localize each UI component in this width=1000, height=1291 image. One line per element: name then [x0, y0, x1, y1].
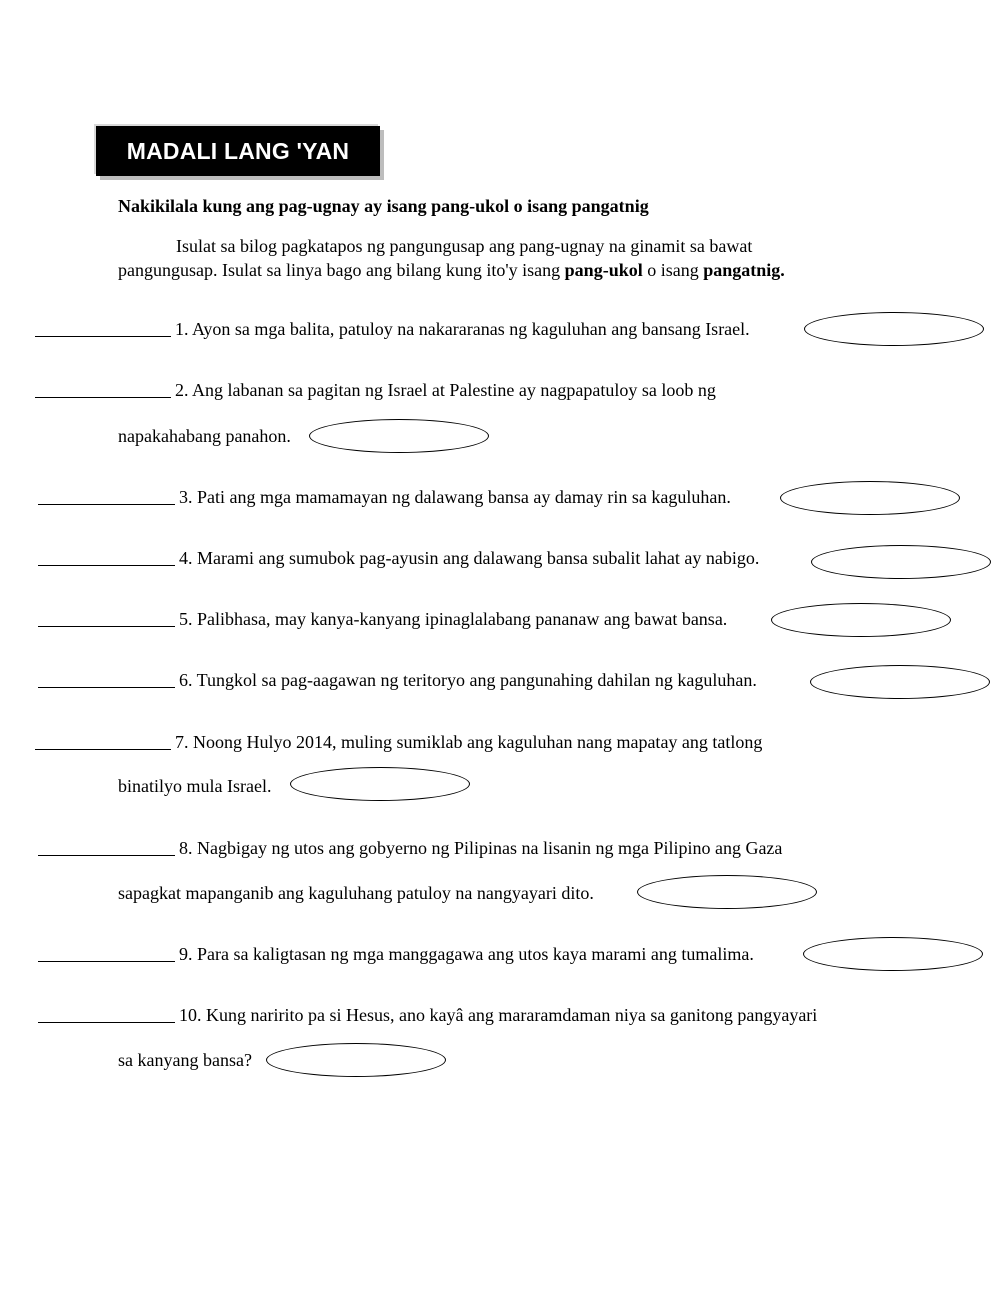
question-9 — [38, 943, 754, 965]
question-7-text: 7. Noong Hulyo 2014, muling sumiklab ang kaguluhan nang mapatay ang tatlong — [175, 732, 763, 752]
answer-line-1[interactable] — [35, 336, 171, 337]
answer-line-2[interactable] — [35, 397, 171, 398]
question-6 — [38, 669, 757, 691]
instructions-line-1: Isulat sa bilog pagkatapos ng pangungusap ang pang-ugnay na ginamit sa bawat — [176, 236, 753, 256]
question-8 — [38, 837, 782, 859]
question-8-continuation — [118, 882, 594, 904]
question-1 — [35, 318, 750, 340]
answer-line-4[interactable] — [38, 565, 175, 566]
answer-circle-6[interactable] — [810, 665, 990, 699]
question-2-text-cont: napakahabang panahon. — [118, 426, 291, 446]
question-7-text-cont: binatilyo mula Israel. — [118, 776, 272, 796]
worksheet-heading: Nakikilala kung ang pag-ugnay ay isang pang-ukol o isang pangatnig — [118, 196, 649, 216]
question-6-text: 6. Tungkol sa pag-aagawan ng teritoryo ang pangunahing dahilan ng kaguluhan. — [179, 670, 757, 690]
answer-line-3[interactable] — [38, 504, 175, 505]
answer-line-10[interactable] — [38, 1022, 175, 1023]
question-3 — [38, 486, 731, 508]
question-4 — [38, 547, 759, 569]
question-4-text: 4. Marami ang sumubok pag-ayusin ang dalawang bansa subalit lahat ay nabigo. — [179, 548, 760, 568]
question-7 — [35, 731, 762, 753]
answer-line-6[interactable] — [38, 687, 175, 688]
question-1-text: 1. Ayon sa mga balita, patuloy na nakararanas ng kaguluhan ang bansang Israel. — [175, 319, 750, 339]
worksheet-title: MADALI LANG 'YAN — [96, 126, 380, 176]
question-8-text-cont: sapagkat mapanganib ang kaguluhang patuloy na nangyayari dito. — [118, 883, 594, 903]
question-9-text: 9. Para sa kaligtasan ng mga manggagawa ang utos kaya marami ang tumalima. — [179, 944, 754, 964]
answer-circle-10[interactable] — [266, 1043, 446, 1077]
question-10-continuation — [118, 1049, 252, 1071]
question-2-text: 2. Ang labanan sa pagitan ng Israel at Palestine ay nagpapatuloy sa loob ng — [175, 380, 716, 400]
answer-line-5[interactable] — [38, 626, 175, 627]
instructions — [118, 234, 878, 282]
question-7-continuation — [118, 775, 271, 797]
question-10-text-cont: sa kanyang bansa? — [118, 1050, 252, 1070]
question-3-text: 3. Pati ang mga mamamayan ng dalawang bansa ay damay rin sa kaguluhan. — [179, 487, 731, 507]
answer-circle-5[interactable] — [771, 603, 951, 637]
question-10-text: 10. Kung naririto pa si Hesus, ano kayâ ang mararamdaman niya sa ganitong pangyayari — [179, 1005, 818, 1025]
question-10 — [38, 1004, 817, 1026]
answer-circle-4[interactable] — [811, 545, 991, 579]
answer-line-9[interactable] — [38, 961, 175, 962]
question-5 — [38, 608, 727, 630]
answer-circle-3[interactable] — [780, 481, 960, 515]
answer-circle-2[interactable] — [309, 419, 489, 453]
question-2 — [35, 379, 716, 401]
answer-circle-9[interactable] — [803, 937, 983, 971]
question-2-continuation — [118, 425, 291, 447]
instructions-line-2 — [118, 258, 878, 282]
answer-line-8[interactable] — [38, 855, 175, 856]
answer-circle-1[interactable] — [804, 312, 984, 346]
keyword-pang-ukol: pang-ukol — [564, 260, 643, 280]
instructions-text: pangungusap. Isulat sa linya bago ang bilang kung ito'y isang — [118, 260, 565, 280]
question-8-text: 8. Nagbigay ng utos ang gobyerno ng Pilipinas na lisanin ng mga Pilipino ang Gaza — [179, 838, 783, 858]
question-5-text: 5. Palibhasa, may kanya-kanyang ipinaglalabang pananaw ang bawat bansa. — [179, 609, 728, 629]
instructions-text: o isang — [642, 260, 704, 280]
answer-circle-8[interactable] — [637, 875, 817, 909]
keyword-pangatnig: pangatnig. — [703, 260, 785, 280]
answer-line-7[interactable] — [35, 749, 171, 750]
answer-circle-7[interactable] — [290, 767, 470, 801]
